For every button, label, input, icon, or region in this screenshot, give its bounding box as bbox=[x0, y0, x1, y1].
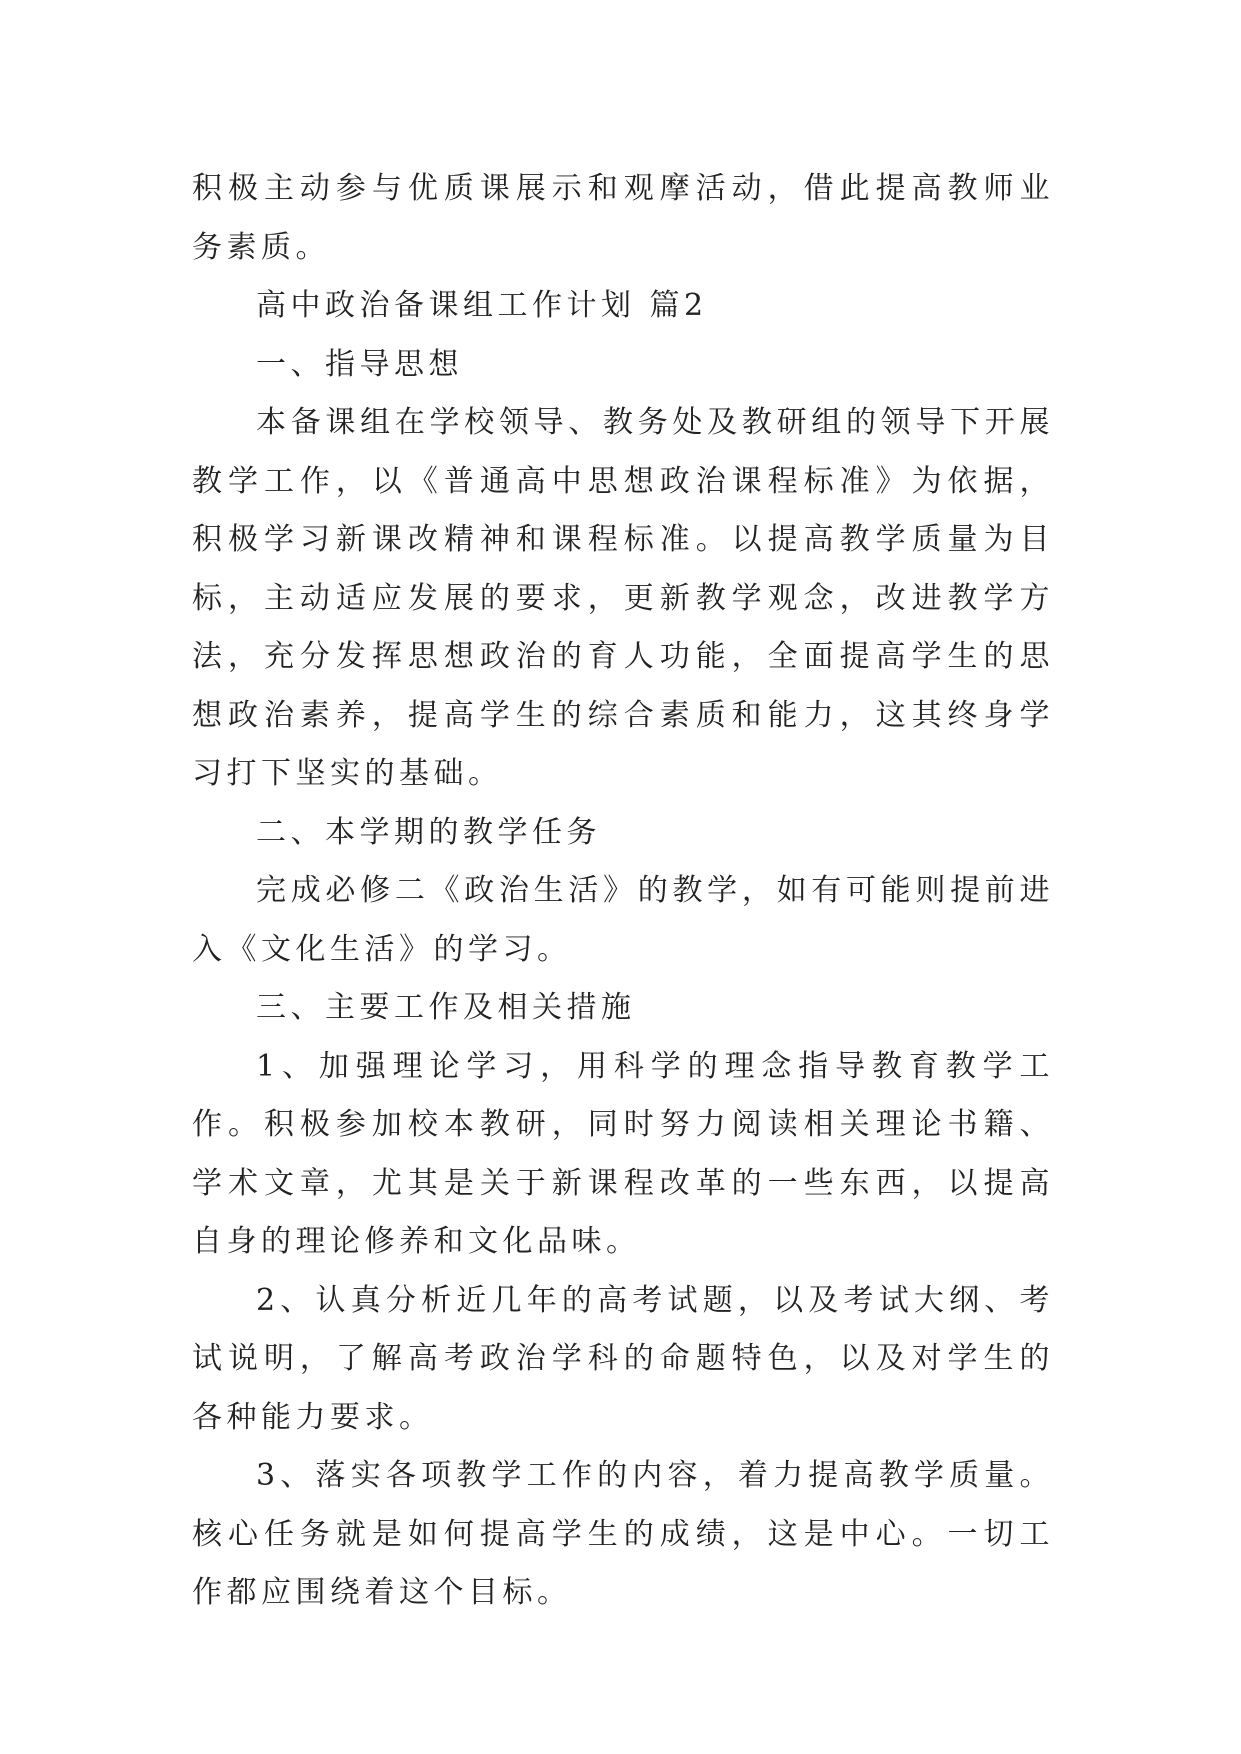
paragraph-measure-1: 1、加强理论学习，用科学的理念指导教育教学工作。积极参加校本教研，同时努力阅读相关理论书籍、学术文章，尤其是关于新课程改革的一些东西，以提高自身的理论修养和文化品味。 bbox=[192, 1048, 1054, 1259]
paragraph-guiding-ideology: 本备课组在学校领导、教务处及教研组的领导下开展教学工作，以《普通高中思想政治课程标准》为依据，积极学习新课改精神和课程标准。以提高教学质量为目标，主动适应发展的要求，更新教学观念，改进教学方法，充分发挥思想政治的育人功能，全面提高学生的思想政治素养，提高学生的综合素质和能力，这其终身学习打下坚实的基础。 bbox=[192, 405, 1054, 791]
section-title: 高中政治备课组工作计划 篇2 bbox=[256, 288, 708, 323]
paragraph-measure-3: 3、落实各项教学工作的内容，着力提高教学质量。核心任务就是如何提高学生的成绩，这是中心。一切工作都应围绕着这个目标。 bbox=[192, 1458, 1054, 1610]
heading-guiding-ideology: 一、指导思想 bbox=[256, 346, 463, 382]
paragraph-continuation: 积极主动参与优质课展示和观摩活动，借此提高教师业务素质。 bbox=[192, 171, 1054, 265]
paragraph-teaching-tasks: 完成必修二《政治生活》的教学，如有可能则提前进入《文化生活》的学习。 bbox=[192, 873, 1054, 967]
heading-main-work: 三、主要工作及相关措施 bbox=[256, 990, 636, 1025]
paragraph-measure-2: 2、认真分析近几年的高考试题，以及考试大纲、考试说明，了解高考政治学科的命题特色，以及对学生的各种能力要求。 bbox=[192, 1282, 1054, 1435]
heading-teaching-tasks: 二、本学期的教学任务 bbox=[256, 814, 601, 850]
document-page bbox=[192, 160, 1054, 1623]
